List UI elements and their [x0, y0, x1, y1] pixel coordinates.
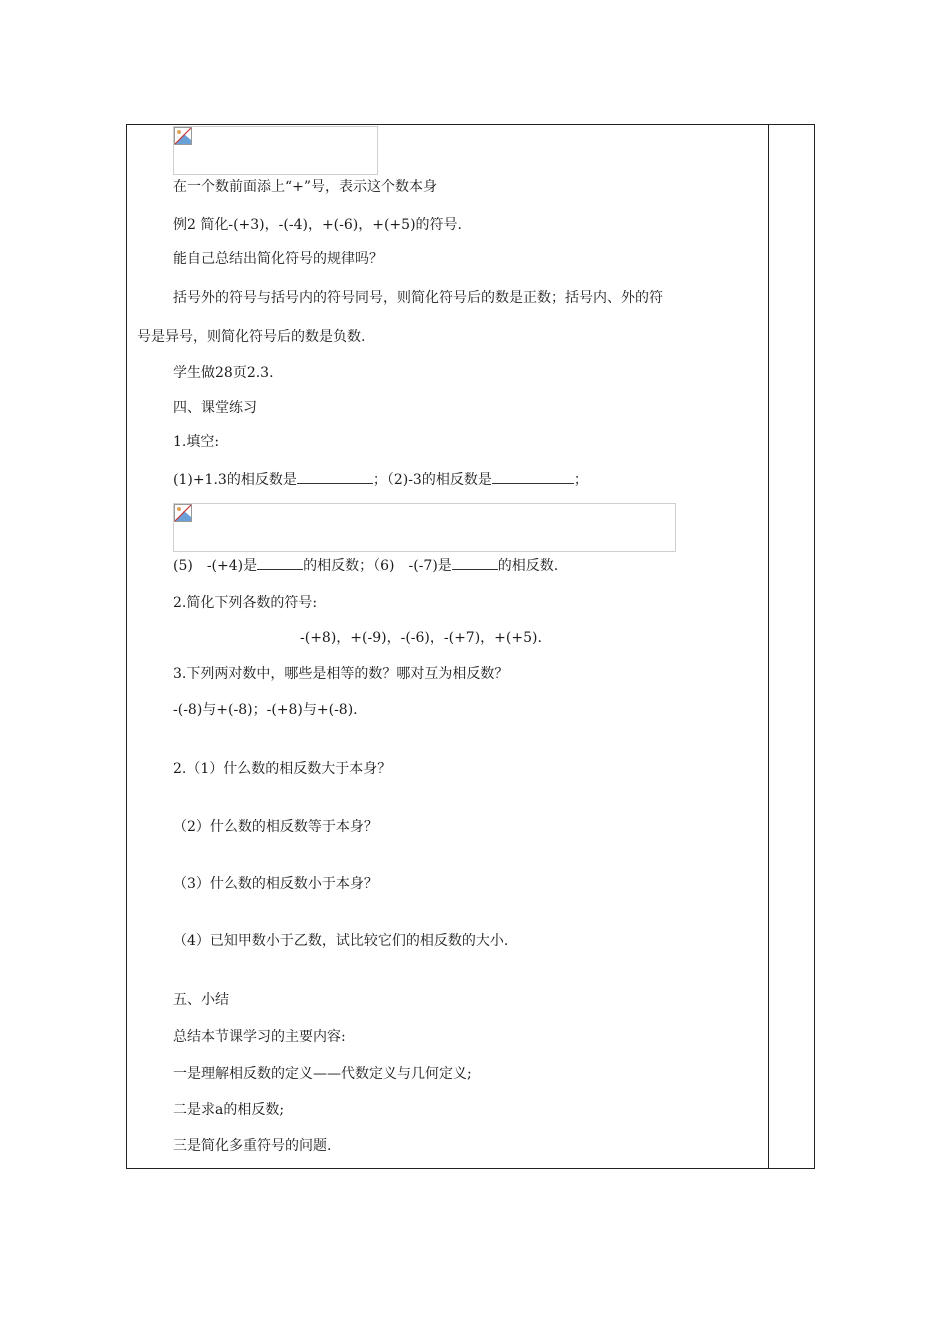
question-2-3: （3）什么数的相反数小于本身？	[173, 876, 378, 892]
rule-line-2: 号是异号，则简化符号后的数是负数.	[137, 329, 366, 345]
fill-blank-row-1	[173, 471, 588, 489]
section-heading-practice: 四、课堂练习	[173, 400, 257, 416]
broken-image-icon	[174, 504, 192, 522]
summary-point-3: 三是简化多重符号的问题.	[173, 1138, 332, 1154]
answer-blank-6	[452, 557, 498, 570]
row-end-punct: ；	[573, 472, 588, 488]
fill-blank-heading: 1.填空:	[173, 434, 220, 450]
blank-q5-text: (5) -(+4)是	[173, 558, 258, 574]
broken-image-icon	[174, 127, 192, 145]
summary-point-1: 一是理解相反数的定义——代数定义与几何定义;	[173, 1066, 472, 1082]
image-placeholder-1	[173, 126, 378, 175]
question-2-4: （4）已知甲数小于乙数，试比较它们的相反数的大小.	[173, 933, 509, 949]
blank-q1-text: (1)+1.3的相反数是	[173, 472, 297, 488]
blank-q6-text: 的相反数；（6) -(-7)是	[303, 558, 452, 574]
simplify-expressions: -(+8)，+(-9)，-(-6)，-(+7)，+(+5).	[300, 630, 542, 646]
table-column-divider	[768, 124, 769, 1169]
answer-blank-1	[297, 471, 373, 484]
example-2-line: 例2 简化-(+3)，-(-4)，+(-6)，+(+5)的符号.	[173, 217, 462, 233]
rule-line-1: 括号外的符号与括号内的符号同号，则简化符号后的数是正数；括号内、外的符	[173, 290, 663, 306]
text-line-1: 在一个数前面添上“+”号，表示这个数本身	[173, 179, 438, 195]
question-2-2: （2）什么数的相反数等于本身？	[173, 819, 378, 835]
blank-q2-text: ；（2)-3的相反数是	[372, 472, 492, 488]
summary-intro: 总结本节课学习的主要内容:	[173, 1029, 346, 1045]
fill-blank-row-3	[173, 557, 558, 575]
pairs-expressions: -(-8)与+(-8)；-(+8)与+(-8).	[173, 702, 358, 718]
blank-q6-end: 的相反数.	[497, 558, 559, 574]
pairs-question: 3.下列两对数中，哪些是相等的数？哪对互为相反数？	[173, 666, 509, 682]
simplify-heading: 2.简化下列各数的符号:	[173, 595, 318, 611]
section-heading-summary: 五、小结	[173, 992, 229, 1008]
question-line: 能自己总结出简化符号的规律吗？	[173, 251, 383, 267]
answer-blank-5	[257, 557, 303, 570]
image-placeholder-2	[173, 503, 676, 552]
summary-point-2: 二是求a的相反数;	[173, 1102, 285, 1118]
student-task-line: 学生做28页2.3.	[173, 365, 274, 381]
question-2-1: 2.（1）什么数的相反数大于本身？	[173, 761, 392, 777]
answer-blank-2	[492, 471, 574, 484]
